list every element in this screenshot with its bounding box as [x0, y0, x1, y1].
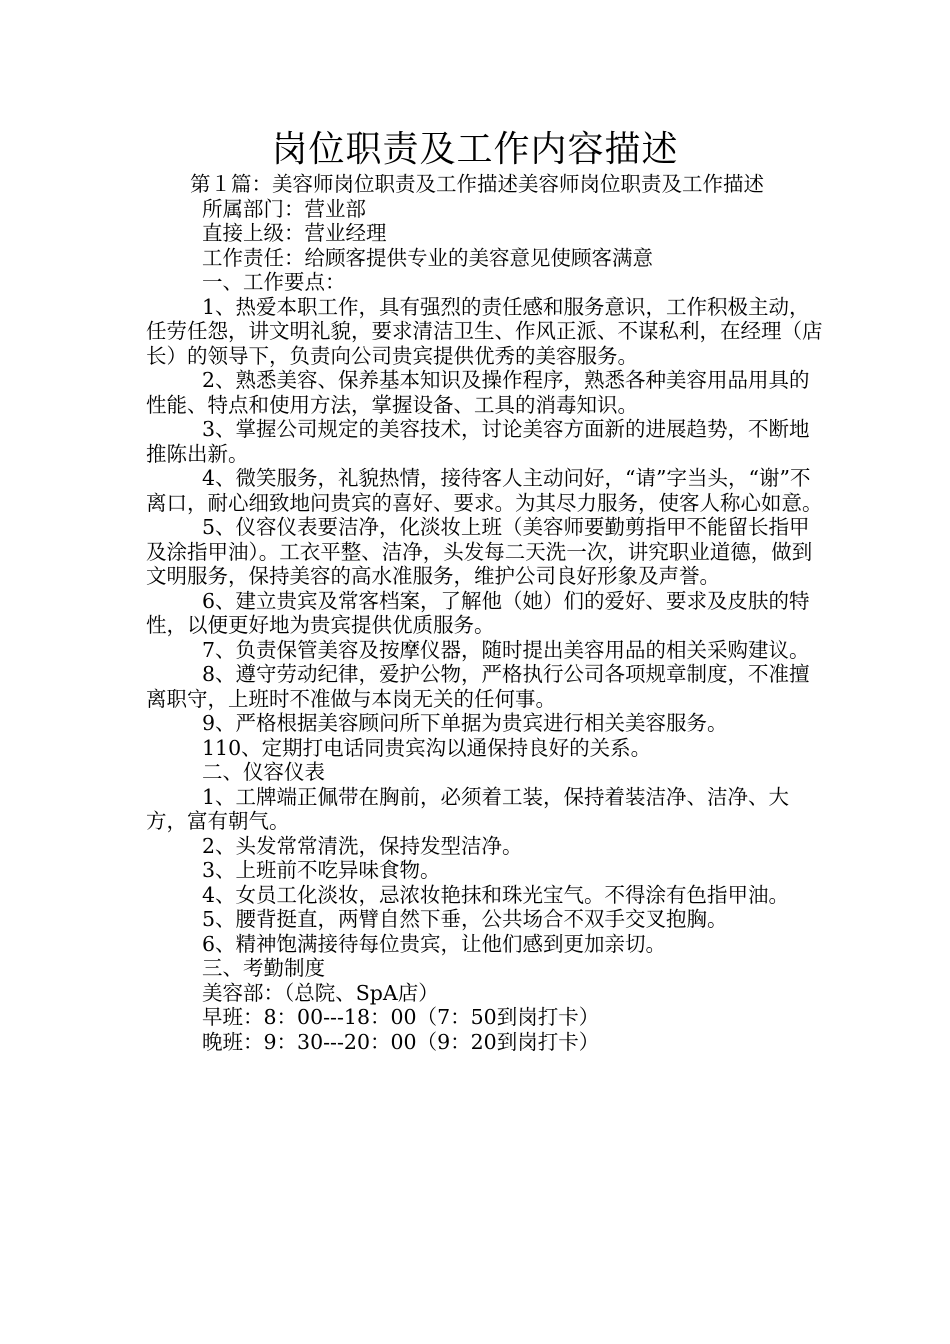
body-paragraph: 4、女员工化淡妆，忌浓妆艳抹和珠光宝气。不得涂有色指甲油。 — [202, 882, 790, 907]
body-paragraph: 4、微笑服务，礼貌热情，接待客人主动问好，“请”字当头，“谢”不离口，耐心细致地问贵宾的喜好、要求。为其尽力服务，使客人称心如意。 — [146, 466, 823, 515]
body-paragraph: 5、腰背挺直，两臂自然下垂，公共场合不双手交叉抱胸。 — [202, 907, 728, 931]
body-paragraph: 3、掌握公司规定的美容技术，讨论美容方面新的进展趋势，不断地推陈出新。 — [146, 417, 810, 466]
body-paragraph: 三、考勤制度 — [202, 956, 325, 980]
body-paragraph: 9、严格根据美容顾问所下单据为贵宾进行相关美容服务。 — [202, 711, 728, 735]
body-paragraph: 一、工作要点： — [202, 270, 346, 294]
body-paragraph: 1、工牌端正佩带在胸前，必须着工装，保持着装洁净、洁净、大方，富有朝气。 — [146, 784, 790, 833]
body-paragraph: 工作责任：给顾客提供专业的美容意见使顾客满意 — [202, 245, 653, 270]
body-paragraph: 二、仪容仪表 — [202, 760, 325, 784]
body-paragraph: 7、负责保管美容及按摩仪器，随时提出美容用品的相关采购建议。 — [202, 637, 810, 662]
body-paragraph: 所属部门：营业部 — [202, 196, 366, 221]
body-paragraph: 6、建立贵宾及常客档案，了解他（她）们的爱好、要求及皮肤的特性，以便更好地为贵宾提供优质服务。 — [146, 588, 810, 637]
body-paragraph: 8、遵守劳动纪律，爱护公物，严格执行公司各项规章制度，不准擅离职守，上班时不准做与本岗无关的任何事。 — [146, 662, 810, 711]
body-paragraph: 1、热爱本职工作，具有强烈的责任感和服务意识，工作积极主动，任劳任怨，讲文明礼貌，要求清洁卫生、作风正派、不谋私利，在经理（店长）的领导下，负责向公司贵宾提供优秀的美容服务。 — [146, 294, 823, 368]
body-paragraph: 美容部：（总院、SpA店） — [202, 980, 439, 1005]
body-paragraph: 3、上班前不吃异味食物。 — [202, 858, 441, 882]
body-paragraph: 110、定期打电话同贵宾沟以通保持良好的关系。 — [202, 735, 652, 760]
body-paragraph: 直接上级：营业经理 — [202, 221, 387, 245]
body-paragraph: 6、精神饱满接待每位贵宾，让他们感到更加亲切。 — [202, 931, 667, 956]
body-paragraph: 2、熟悉美容、保养基本知识及操作程序，熟悉各种美容用品用具的性能、特点和使用方法，掌握设备、工具的消毒知识。 — [146, 368, 810, 417]
body-paragraph: 5、仪容仪表要洁净，化淡妆上班（美容师要勤剪指甲不能留长指甲及涂指甲油）。工衣平整、洁净，头发每二天洗一次，讲究职业道德，做到文明服务，保持美容的高水准服务，维护公司良好形象及声誉。 — [146, 515, 813, 588]
body-paragraph: 早班：8：00---18：00（7：50到岗打卡） — [202, 1005, 600, 1029]
document-body — [146, 172, 826, 1054]
document-title: 岗位职责及工作内容描述 — [271, 129, 679, 170]
body-paragraph: 晚班：9：30---20：00（9：20到岗打卡） — [202, 1029, 600, 1054]
body-paragraph: 第１篇：美容师岗位职责及工作描述美容师岗位职责及工作描述 — [190, 172, 764, 196]
body-paragraph: 2、头发常常清洗，保持发型洁净。 — [202, 833, 523, 858]
